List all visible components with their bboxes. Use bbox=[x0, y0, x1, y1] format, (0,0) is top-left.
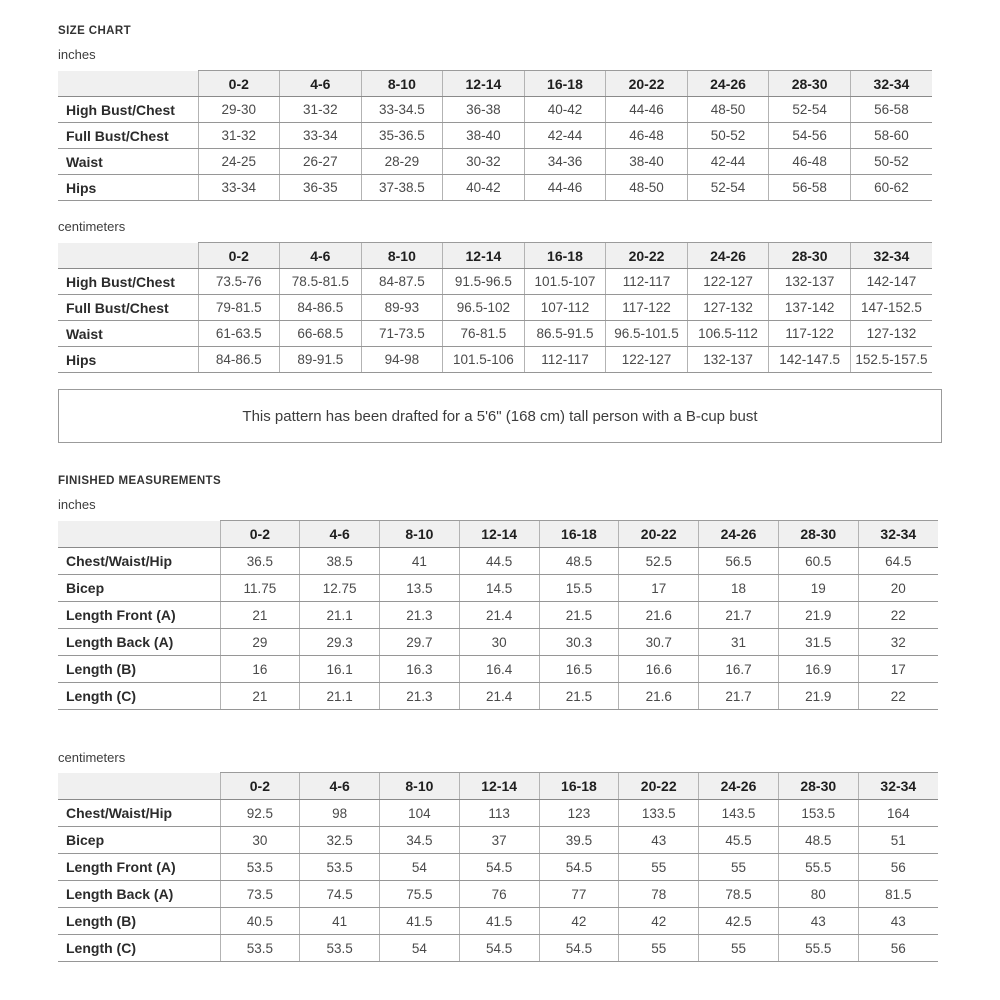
value-cell: 15.5 bbox=[539, 575, 619, 602]
value-cell: 56-58 bbox=[850, 97, 932, 123]
value-cell: 79-81.5 bbox=[198, 295, 280, 321]
value-cell: 96.5-102 bbox=[443, 295, 525, 321]
table-row bbox=[58, 575, 938, 602]
value-cell: 48.5 bbox=[539, 548, 619, 575]
row-label: Length (C) bbox=[58, 935, 220, 962]
value-cell: 78.5-81.5 bbox=[280, 269, 362, 295]
row-label: Chest/Waist/Hip bbox=[58, 800, 220, 827]
value-cell: 101.5-106 bbox=[443, 347, 525, 373]
size-column-header: 4-6 bbox=[300, 521, 380, 548]
size-column-header: 28-30 bbox=[778, 521, 858, 548]
value-cell: 41 bbox=[380, 548, 460, 575]
value-cell: 71-73.5 bbox=[361, 321, 443, 347]
row-label: Length Front (A) bbox=[58, 854, 220, 881]
value-cell: 94-98 bbox=[361, 347, 443, 373]
value-cell: 21.6 bbox=[619, 683, 699, 710]
value-cell: 38.5 bbox=[300, 548, 380, 575]
size-column-header: 12-14 bbox=[459, 521, 539, 548]
size-column-header: 4-6 bbox=[280, 243, 362, 269]
size-column-header: 12-14 bbox=[443, 71, 525, 97]
table-row bbox=[58, 854, 938, 881]
value-cell: 43 bbox=[778, 908, 858, 935]
value-cell: 17 bbox=[619, 575, 699, 602]
row-label: Chest/Waist/Hip bbox=[58, 548, 220, 575]
value-cell: 84-86.5 bbox=[198, 347, 280, 373]
value-cell: 143.5 bbox=[699, 800, 779, 827]
value-cell: 48-50 bbox=[606, 175, 688, 201]
value-cell: 78.5 bbox=[699, 881, 779, 908]
value-cell: 74.5 bbox=[300, 881, 380, 908]
value-cell: 16.3 bbox=[380, 656, 460, 683]
value-cell: 66-68.5 bbox=[280, 321, 362, 347]
value-cell: 52.5 bbox=[619, 548, 699, 575]
value-cell: 54-56 bbox=[769, 123, 851, 149]
value-cell: 127-132 bbox=[687, 295, 769, 321]
table-header bbox=[58, 773, 938, 800]
value-cell: 54.5 bbox=[459, 854, 539, 881]
value-cell: 117-122 bbox=[606, 295, 688, 321]
value-cell: 142-147.5 bbox=[769, 347, 851, 373]
value-cell: 54.5 bbox=[459, 935, 539, 962]
size-column-header: 20-22 bbox=[619, 773, 699, 800]
size-column-header: 16-18 bbox=[524, 71, 606, 97]
value-cell: 16.5 bbox=[539, 656, 619, 683]
value-cell: 122-127 bbox=[687, 269, 769, 295]
value-cell: 78 bbox=[619, 881, 699, 908]
value-cell: 33-34 bbox=[198, 175, 280, 201]
value-cell: 53.5 bbox=[300, 854, 380, 881]
value-cell: 21.5 bbox=[539, 602, 619, 629]
finished-measurements-inches-table bbox=[58, 520, 938, 710]
value-cell: 112-117 bbox=[606, 269, 688, 295]
size-column-header: 0-2 bbox=[198, 71, 280, 97]
value-cell: 117-122 bbox=[769, 321, 851, 347]
row-label: Bicep bbox=[58, 827, 220, 854]
value-cell: 127-132 bbox=[850, 321, 932, 347]
value-cell: 42-44 bbox=[687, 149, 769, 175]
value-cell: 48-50 bbox=[687, 97, 769, 123]
table-header bbox=[58, 521, 938, 548]
value-cell: 153.5 bbox=[778, 800, 858, 827]
value-cell: 53.5 bbox=[220, 854, 300, 881]
value-cell: 21.3 bbox=[380, 683, 460, 710]
size-chart-centimeters-table bbox=[58, 242, 932, 373]
value-cell: 12.75 bbox=[300, 575, 380, 602]
value-cell: 29 bbox=[220, 629, 300, 656]
value-cell: 64.5 bbox=[858, 548, 938, 575]
size-column-header: 8-10 bbox=[361, 71, 443, 97]
row-label: Length Back (A) bbox=[58, 629, 220, 656]
header-row bbox=[58, 773, 938, 800]
value-cell: 54 bbox=[380, 854, 460, 881]
value-cell: 16 bbox=[220, 656, 300, 683]
table-row bbox=[58, 295, 932, 321]
value-cell: 32 bbox=[858, 629, 938, 656]
table-row bbox=[58, 908, 938, 935]
table-row bbox=[58, 800, 938, 827]
value-cell: 53.5 bbox=[220, 935, 300, 962]
size-column-header: 32-34 bbox=[858, 521, 938, 548]
value-cell: 18 bbox=[699, 575, 779, 602]
value-cell: 33-34 bbox=[280, 123, 362, 149]
table-row bbox=[58, 123, 932, 149]
pattern-note-text: This pattern has been drafted for a 5'6" (168 cm) tall person with a B-cup bust bbox=[242, 407, 758, 425]
value-cell: 51 bbox=[858, 827, 938, 854]
value-cell: 91.5-96.5 bbox=[443, 269, 525, 295]
value-cell: 28-29 bbox=[361, 149, 443, 175]
table-body bbox=[58, 800, 938, 962]
row-label: Hips bbox=[58, 347, 198, 373]
size-column-header: 28-30 bbox=[778, 773, 858, 800]
value-cell: 41.5 bbox=[380, 908, 460, 935]
table-row bbox=[58, 548, 938, 575]
value-cell: 35-36.5 bbox=[361, 123, 443, 149]
value-cell: 55 bbox=[619, 854, 699, 881]
value-cell: 30-32 bbox=[443, 149, 525, 175]
table-row bbox=[58, 347, 932, 373]
row-label: Hips bbox=[58, 175, 198, 201]
size-column-header: 32-34 bbox=[850, 71, 932, 97]
value-cell: 152.5-157.5 bbox=[850, 347, 932, 373]
size-chart-heading: SIZE CHART bbox=[58, 25, 131, 37]
value-cell: 98 bbox=[300, 800, 380, 827]
value-cell: 56 bbox=[858, 854, 938, 881]
value-cell: 33-34.5 bbox=[361, 97, 443, 123]
row-label: Full Bust/Chest bbox=[58, 123, 198, 149]
value-cell: 42 bbox=[619, 908, 699, 935]
value-cell: 75.5 bbox=[380, 881, 460, 908]
unit-label-inches: inches bbox=[58, 497, 96, 512]
size-column-header: 4-6 bbox=[280, 71, 362, 97]
size-column-header: 24-26 bbox=[699, 521, 779, 548]
value-cell: 56-58 bbox=[769, 175, 851, 201]
table-header bbox=[58, 243, 932, 269]
value-cell: 16.9 bbox=[778, 656, 858, 683]
value-cell: 37 bbox=[459, 827, 539, 854]
finished-measurements-centimeters-table bbox=[58, 772, 938, 962]
value-cell: 84-87.5 bbox=[361, 269, 443, 295]
value-cell: 17 bbox=[858, 656, 938, 683]
value-cell: 54.5 bbox=[539, 854, 619, 881]
value-cell: 44-46 bbox=[606, 97, 688, 123]
size-column-header: 8-10 bbox=[380, 521, 460, 548]
value-cell: 36.5 bbox=[220, 548, 300, 575]
unit-label-centimeters: centimeters bbox=[58, 219, 126, 234]
value-cell: 52-54 bbox=[769, 97, 851, 123]
value-cell: 21 bbox=[220, 683, 300, 710]
value-cell: 53.5 bbox=[300, 935, 380, 962]
value-cell: 22 bbox=[858, 602, 938, 629]
value-cell: 20 bbox=[858, 575, 938, 602]
value-cell: 14.5 bbox=[459, 575, 539, 602]
size-column-header: 32-34 bbox=[850, 243, 932, 269]
row-label: Bicep bbox=[58, 575, 220, 602]
value-cell: 46-48 bbox=[606, 123, 688, 149]
unit-label-inches: inches bbox=[58, 47, 96, 62]
row-label: Length Front (A) bbox=[58, 602, 220, 629]
value-cell: 55 bbox=[619, 935, 699, 962]
value-cell: 31-32 bbox=[280, 97, 362, 123]
value-cell: 113 bbox=[459, 800, 539, 827]
value-cell: 21 bbox=[220, 602, 300, 629]
value-cell: 55 bbox=[699, 935, 779, 962]
row-label: Length (C) bbox=[58, 683, 220, 710]
size-column-header: 24-26 bbox=[687, 71, 769, 97]
value-cell: 50-52 bbox=[850, 149, 932, 175]
value-cell: 31.5 bbox=[778, 629, 858, 656]
size-column-header: 12-14 bbox=[459, 773, 539, 800]
value-cell: 29-30 bbox=[198, 97, 280, 123]
value-cell: 56 bbox=[858, 935, 938, 962]
value-cell: 13.5 bbox=[380, 575, 460, 602]
value-cell: 101.5-107 bbox=[524, 269, 606, 295]
size-column-header: 16-18 bbox=[524, 243, 606, 269]
value-cell: 21.7 bbox=[699, 602, 779, 629]
table-row bbox=[58, 881, 938, 908]
size-column-header: 24-26 bbox=[699, 773, 779, 800]
size-column-header: 0-2 bbox=[220, 521, 300, 548]
value-cell: 34.5 bbox=[380, 827, 460, 854]
row-label: Length (B) bbox=[58, 908, 220, 935]
value-cell: 44.5 bbox=[459, 548, 539, 575]
value-cell: 37-38.5 bbox=[361, 175, 443, 201]
value-cell: 76 bbox=[459, 881, 539, 908]
value-cell: 21.9 bbox=[778, 602, 858, 629]
header-empty-cell bbox=[58, 773, 220, 800]
value-cell: 21.5 bbox=[539, 683, 619, 710]
value-cell: 89-91.5 bbox=[280, 347, 362, 373]
value-cell: 24-25 bbox=[198, 149, 280, 175]
table-row bbox=[58, 149, 932, 175]
table-row bbox=[58, 175, 932, 201]
value-cell: 107-112 bbox=[524, 295, 606, 321]
row-label: Length (B) bbox=[58, 656, 220, 683]
value-cell: 133.5 bbox=[619, 800, 699, 827]
pattern-note-box bbox=[58, 389, 942, 443]
value-cell: 56.5 bbox=[699, 548, 779, 575]
value-cell: 40.5 bbox=[220, 908, 300, 935]
size-column-header: 8-10 bbox=[380, 773, 460, 800]
value-cell: 54 bbox=[380, 935, 460, 962]
table-row bbox=[58, 683, 938, 710]
value-cell: 21.1 bbox=[300, 683, 380, 710]
value-cell: 60.5 bbox=[778, 548, 858, 575]
value-cell: 38-40 bbox=[606, 149, 688, 175]
value-cell: 21.6 bbox=[619, 602, 699, 629]
size-column-header: 0-2 bbox=[220, 773, 300, 800]
value-cell: 50-52 bbox=[687, 123, 769, 149]
value-cell: 16.6 bbox=[619, 656, 699, 683]
value-cell: 21.4 bbox=[459, 602, 539, 629]
size-column-header: 16-18 bbox=[539, 521, 619, 548]
value-cell: 122-127 bbox=[606, 347, 688, 373]
value-cell: 16.1 bbox=[300, 656, 380, 683]
value-cell: 22 bbox=[858, 683, 938, 710]
value-cell: 96.5-101.5 bbox=[606, 321, 688, 347]
table-row bbox=[58, 656, 938, 683]
value-cell: 55.5 bbox=[778, 854, 858, 881]
size-column-header: 4-6 bbox=[300, 773, 380, 800]
value-cell: 41.5 bbox=[459, 908, 539, 935]
value-cell: 164 bbox=[858, 800, 938, 827]
value-cell: 58-60 bbox=[850, 123, 932, 149]
value-cell: 132-137 bbox=[769, 269, 851, 295]
value-cell: 21.9 bbox=[778, 683, 858, 710]
row-label: Length Back (A) bbox=[58, 881, 220, 908]
row-label: High Bust/Chest bbox=[58, 269, 198, 295]
table-header bbox=[58, 71, 932, 97]
size-column-header: 24-26 bbox=[687, 243, 769, 269]
value-cell: 30.3 bbox=[539, 629, 619, 656]
unit-label-centimeters: centimeters bbox=[58, 750, 126, 765]
table-row bbox=[58, 827, 938, 854]
value-cell: 42 bbox=[539, 908, 619, 935]
value-cell: 123 bbox=[539, 800, 619, 827]
value-cell: 42.5 bbox=[699, 908, 779, 935]
value-cell: 46-48 bbox=[769, 149, 851, 175]
value-cell: 52-54 bbox=[687, 175, 769, 201]
header-row bbox=[58, 521, 938, 548]
size-column-header: 20-22 bbox=[619, 521, 699, 548]
size-column-header: 32-34 bbox=[858, 773, 938, 800]
size-column-header: 20-22 bbox=[606, 71, 688, 97]
value-cell: 29.3 bbox=[300, 629, 380, 656]
value-cell: 61-63.5 bbox=[198, 321, 280, 347]
header-empty-cell bbox=[58, 243, 198, 269]
size-chart-inches-table bbox=[58, 70, 932, 201]
finished-measurements-heading: FINISHED MEASUREMENTS bbox=[58, 475, 222, 487]
value-cell: 41 bbox=[300, 908, 380, 935]
size-column-header: 28-30 bbox=[769, 243, 851, 269]
value-cell: 19 bbox=[778, 575, 858, 602]
value-cell: 40-42 bbox=[443, 175, 525, 201]
value-cell: 89-93 bbox=[361, 295, 443, 321]
value-cell: 86.5-91.5 bbox=[524, 321, 606, 347]
value-cell: 40-42 bbox=[524, 97, 606, 123]
value-cell: 42-44 bbox=[524, 123, 606, 149]
row-label: Full Bust/Chest bbox=[58, 295, 198, 321]
value-cell: 132-137 bbox=[687, 347, 769, 373]
table-row bbox=[58, 629, 938, 656]
table-row bbox=[58, 935, 938, 962]
value-cell: 92.5 bbox=[220, 800, 300, 827]
header-row bbox=[58, 71, 932, 97]
value-cell: 104 bbox=[380, 800, 460, 827]
value-cell: 76-81.5 bbox=[443, 321, 525, 347]
value-cell: 32.5 bbox=[300, 827, 380, 854]
value-cell: 54.5 bbox=[539, 935, 619, 962]
value-cell: 147-152.5 bbox=[850, 295, 932, 321]
value-cell: 73.5-76 bbox=[198, 269, 280, 295]
value-cell: 43 bbox=[858, 908, 938, 935]
header-row bbox=[58, 243, 932, 269]
value-cell: 30.7 bbox=[619, 629, 699, 656]
value-cell: 21.1 bbox=[300, 602, 380, 629]
value-cell: 26-27 bbox=[280, 149, 362, 175]
value-cell: 11.75 bbox=[220, 575, 300, 602]
value-cell: 44-46 bbox=[524, 175, 606, 201]
value-cell: 30 bbox=[220, 827, 300, 854]
table-row bbox=[58, 321, 932, 347]
table-body bbox=[58, 548, 938, 710]
value-cell: 31 bbox=[699, 629, 779, 656]
value-cell: 73.5 bbox=[220, 881, 300, 908]
value-cell: 142-147 bbox=[850, 269, 932, 295]
value-cell: 77 bbox=[539, 881, 619, 908]
value-cell: 137-142 bbox=[769, 295, 851, 321]
value-cell: 38-40 bbox=[443, 123, 525, 149]
table-row bbox=[58, 269, 932, 295]
size-column-header: 28-30 bbox=[769, 71, 851, 97]
size-column-header: 16-18 bbox=[539, 773, 619, 800]
size-column-header: 8-10 bbox=[361, 243, 443, 269]
value-cell: 16.7 bbox=[699, 656, 779, 683]
row-label: Waist bbox=[58, 149, 198, 175]
row-label: Waist bbox=[58, 321, 198, 347]
value-cell: 34-36 bbox=[524, 149, 606, 175]
header-empty-cell bbox=[58, 521, 220, 548]
table-body bbox=[58, 269, 932, 373]
value-cell: 36-35 bbox=[280, 175, 362, 201]
value-cell: 48.5 bbox=[778, 827, 858, 854]
value-cell: 80 bbox=[778, 881, 858, 908]
value-cell: 31-32 bbox=[198, 123, 280, 149]
value-cell: 112-117 bbox=[524, 347, 606, 373]
value-cell: 55.5 bbox=[778, 935, 858, 962]
value-cell: 84-86.5 bbox=[280, 295, 362, 321]
value-cell: 81.5 bbox=[858, 881, 938, 908]
table-body bbox=[58, 97, 932, 201]
value-cell: 36-38 bbox=[443, 97, 525, 123]
value-cell: 21.7 bbox=[699, 683, 779, 710]
table-row bbox=[58, 97, 932, 123]
value-cell: 45.5 bbox=[699, 827, 779, 854]
value-cell: 21.4 bbox=[459, 683, 539, 710]
value-cell: 60-62 bbox=[850, 175, 932, 201]
value-cell: 43 bbox=[619, 827, 699, 854]
value-cell: 21.3 bbox=[380, 602, 460, 629]
value-cell: 30 bbox=[459, 629, 539, 656]
size-column-header: 0-2 bbox=[198, 243, 280, 269]
value-cell: 39.5 bbox=[539, 827, 619, 854]
header-empty-cell bbox=[58, 71, 198, 97]
value-cell: 106.5-112 bbox=[687, 321, 769, 347]
value-cell: 55 bbox=[699, 854, 779, 881]
table-row bbox=[58, 602, 938, 629]
row-label: High Bust/Chest bbox=[58, 97, 198, 123]
value-cell: 16.4 bbox=[459, 656, 539, 683]
size-column-header: 12-14 bbox=[443, 243, 525, 269]
value-cell: 29.7 bbox=[380, 629, 460, 656]
size-column-header: 20-22 bbox=[606, 243, 688, 269]
